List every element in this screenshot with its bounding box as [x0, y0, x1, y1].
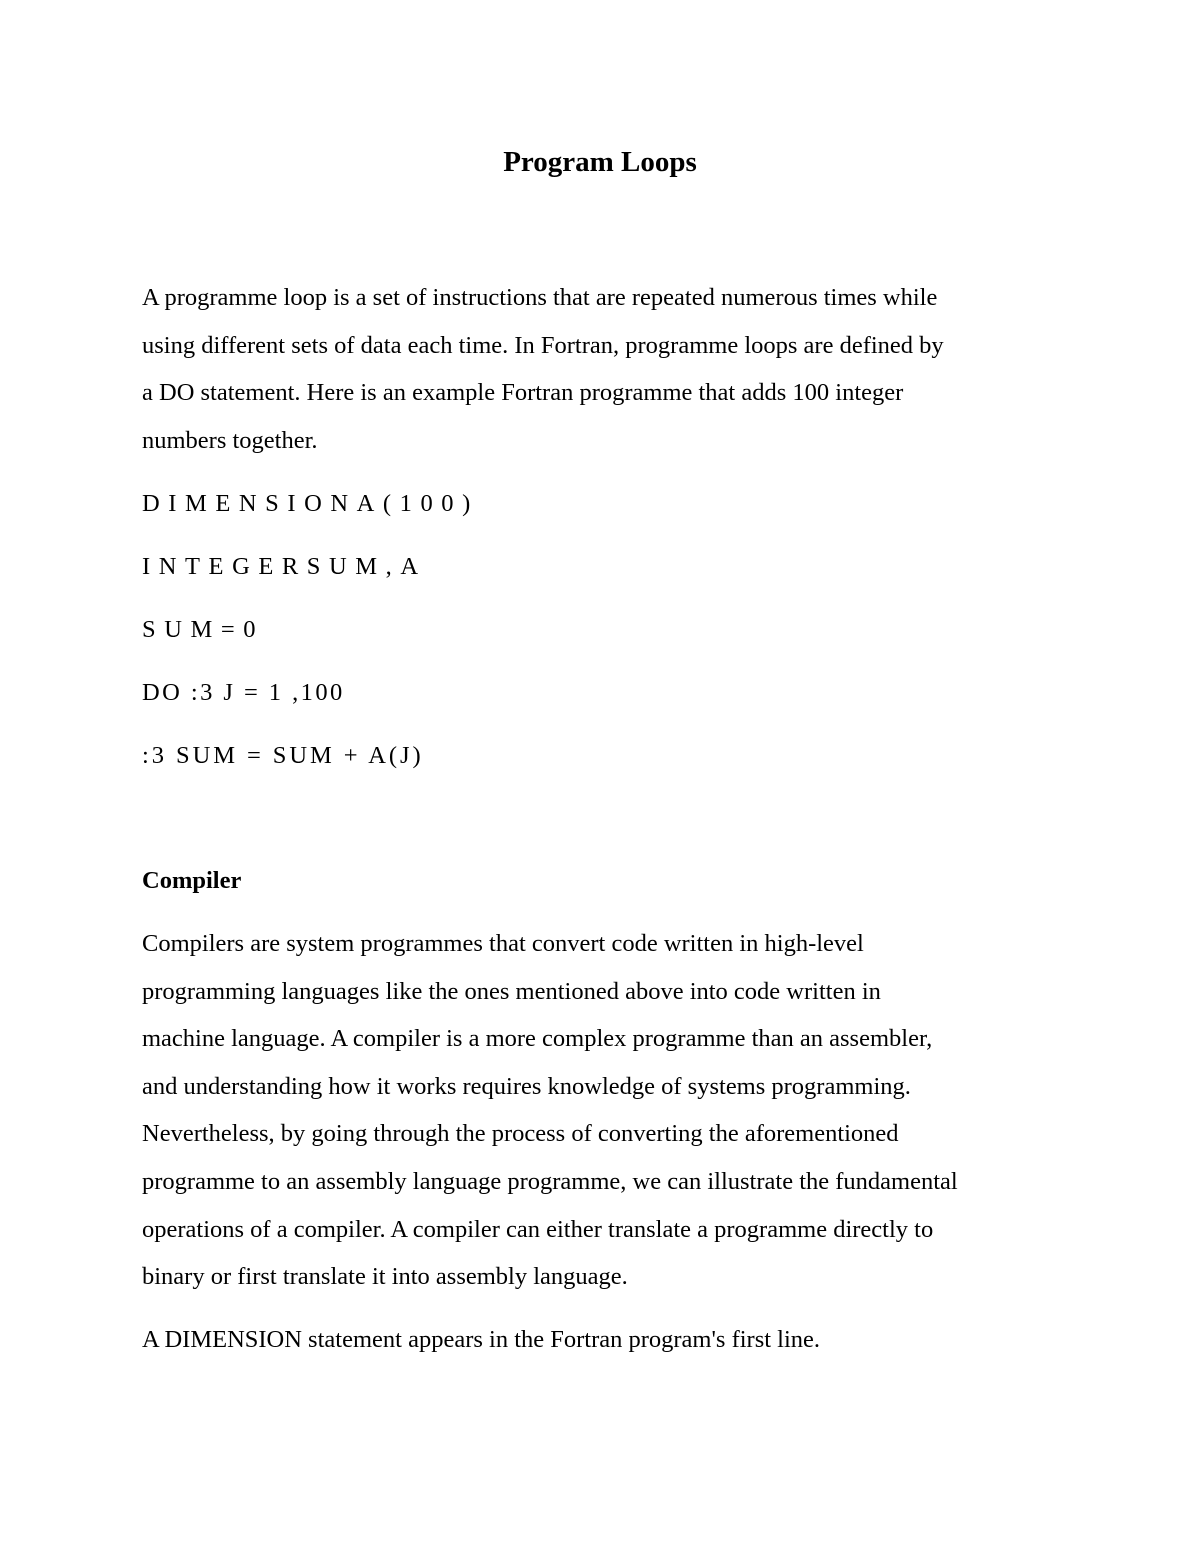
code-line-dimension: DIMENSIONA(100) [142, 490, 479, 517]
intro-line: numbers together. [142, 426, 318, 454]
code-line-do: DO :3 J = 1 ,100 [142, 679, 345, 706]
compiler-line: Nevertheless, by going through the process of converting the aforementioned [142, 1120, 899, 1148]
intro-line: using different sets of data each time. In Fortran, programme loops are defined by [142, 331, 944, 359]
compiler-line: programme to an assembly language programme, we can illustrate the fundamental [142, 1167, 958, 1195]
compiler-line: programming languages like the ones mentioned above into code written in [142, 977, 881, 1005]
code-line-integer: INTEGERSUM,A [142, 553, 427, 580]
compiler-paragraph [142, 920, 1072, 1301]
compiler-line: operations of a compiler. A compiler can either translate a programme directly to [142, 1215, 934, 1243]
compiler-line: machine language. A compiler is a more complex programme than an assembler, [142, 1025, 933, 1053]
code-line-sum-add: :3 SUM = SUM + A(J) [142, 742, 424, 769]
final-sentence: A DIMENSION statement appears in the Fortran program's first line. [142, 1326, 821, 1353]
compiler-line: binary or first translate it into assembly language. [142, 1263, 628, 1291]
final-paragraph [142, 1316, 1072, 1364]
code-line-sum-init: SUM=0 [142, 616, 265, 643]
intro-line: a DO statement. Here is an example Fortran programme that adds 100 integer [142, 379, 904, 407]
intro-paragraph [142, 274, 1072, 464]
compiler-heading: Compiler [142, 867, 242, 894]
compiler-line: and understanding how it works requires knowledge of systems programming. [142, 1072, 911, 1100]
document-title: Program Loops [503, 146, 697, 178]
intro-line: A programme loop is a set of instructions that are repeated numerous times while [142, 284, 938, 311]
compiler-line: Compilers are system programmes that convert code written in high-level [142, 930, 864, 957]
